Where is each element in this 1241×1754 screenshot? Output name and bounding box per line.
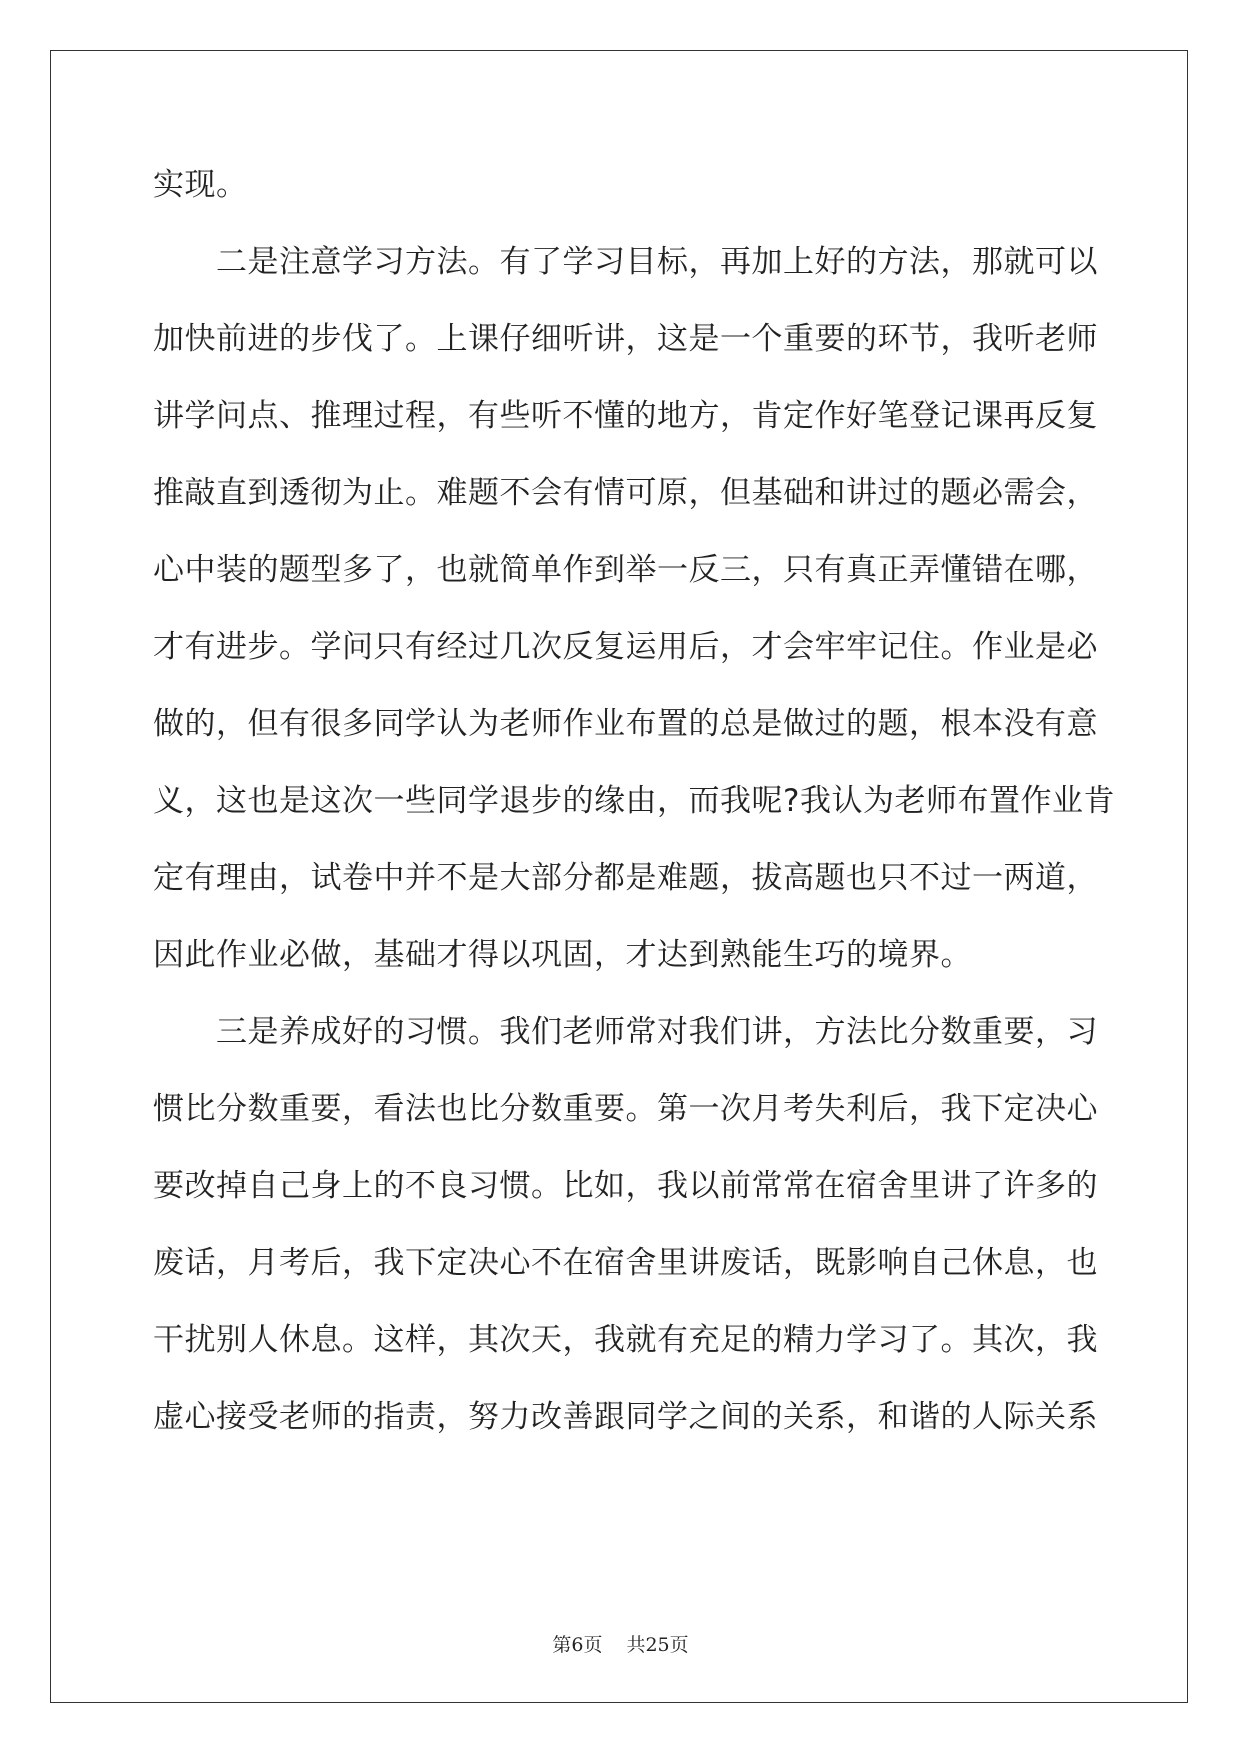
text-line: 惯比分数重要，看法也比分数重要。第一次月考失利后，我下定决心 (153, 1091, 1098, 1127)
text-line: 干扰别人休息。这样，其次天，我就有充足的精力学习了。其次，我 (153, 1322, 1098, 1358)
text-line: 三是养成好的习惯。我们老师常对我们讲，方法比分数重要，习 (153, 1014, 1098, 1050)
text-line: 二是注意学习方法。有了学习目标，再加上好的方法，那就可以 (153, 244, 1098, 280)
text-line: 废话，月考后，我下定决心不在宿舍里讲废话，既影响自己休息，也 (153, 1245, 1098, 1281)
text-line: 讲学问点、推理过程，有些听不懂的地方，肯定作好笔登记课再反复 (153, 398, 1098, 434)
text-line: 虚心接受老师的指责，努力改善跟同学之间的关系，和谐的人际关系 (153, 1399, 1098, 1435)
text-line: 才有进步。学问只有经过几次反复运用后，才会牢牢记住。作业是必 (153, 629, 1098, 665)
text-line: 做的，但有很多同学认为老师作业布置的总是做过的题，根本没有意 (153, 706, 1098, 742)
text-line: 心中装的题型多了，也就简单作到举一反三，只有真正弄懂错在哪， (153, 552, 1098, 588)
page-total: 共25页 (626, 1634, 689, 1656)
text-line: 实现。 (153, 167, 248, 203)
text-line: 推敲直到透彻为止。难题不会有情可原，但基础和讲过的题必需会， (153, 475, 1098, 511)
page-number: 第6页 (552, 1634, 603, 1656)
text-line: 因此作业必做，基础才得以巩固，才达到熟能生巧的境界。 (153, 937, 972, 973)
text-line: 加快前进的步伐了。上课仔细听讲，这是一个重要的环节，我听老师 (153, 321, 1098, 357)
page-footer (0, 1630, 1241, 1657)
document-body (153, 160, 1115, 1469)
text-line: 定有理由，试卷中并不是大部分都是难题，拔高题也只不过一两道， (153, 860, 1098, 896)
text-line: 要改掉自己身上的不良习惯。比如，我以前常常在宿舍里讲了许多的 (153, 1168, 1098, 1204)
text-line: 义，这也是这次一些同学退步的缘由，而我呢?我认为老师布置作业肯 (153, 783, 1115, 819)
